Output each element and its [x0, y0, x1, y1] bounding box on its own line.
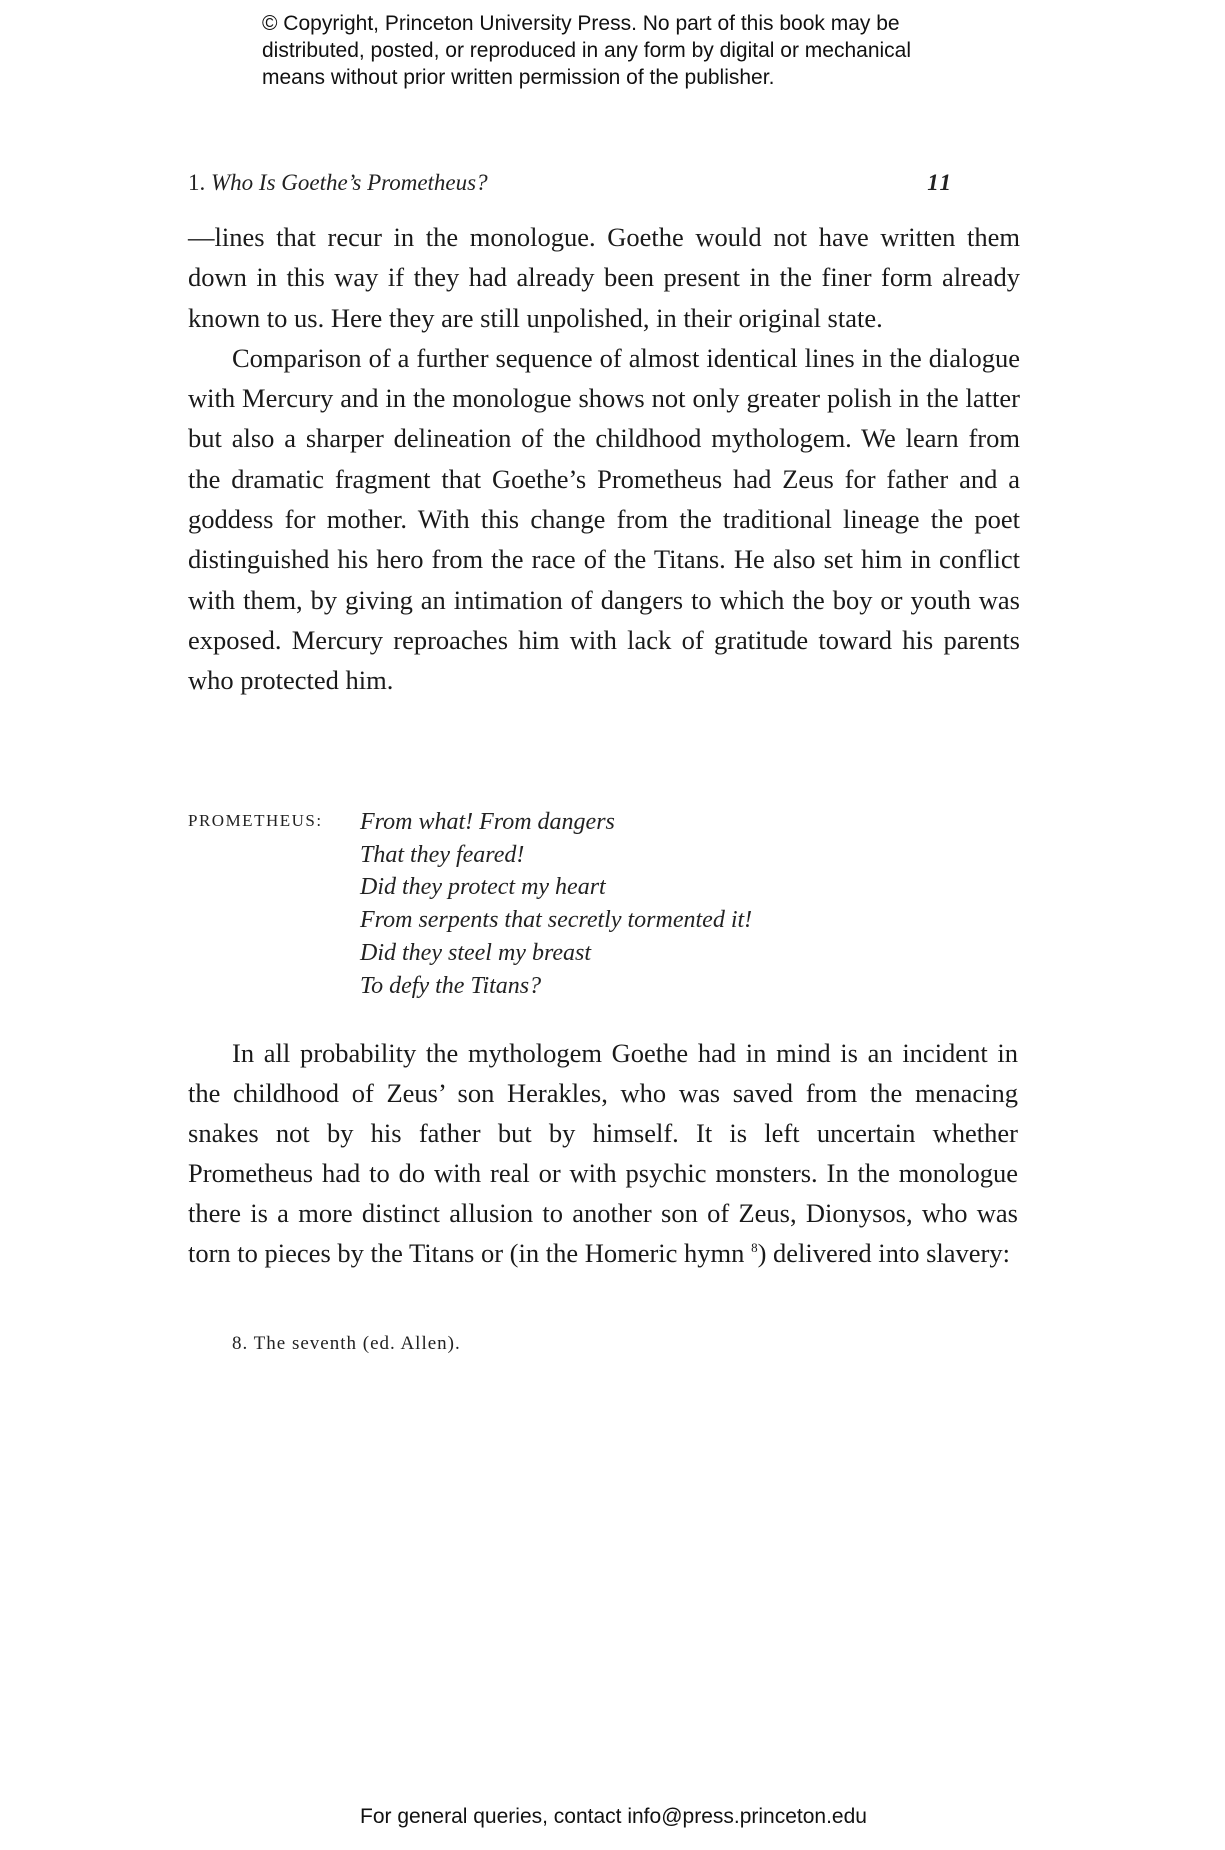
footnote-reference: 8	[751, 1240, 758, 1255]
contact-text: For general queries, contact info@press.princeton.edu	[360, 1805, 867, 1828]
paragraph-text: In all probability the mythologem Goethe had in mind is an incident in the childhood of Zeus’ son Herakles, who was saved from the menacing snakes not by his father but by himself. It is left uncertain whether Prometheus had to do with real or with psychic monsters. In the monologue there is a more distinct allusion to another son of Zeus, Dionysos, who was torn to pieces by the Titans or (in the Homeric hymn	[188, 1038, 1018, 1268]
paragraph-mythologem	[188, 1033, 1018, 1273]
footnote	[232, 1333, 461, 1355]
verse-line: From serpents that secretly tormented it!	[360, 907, 753, 934]
contact-footer	[0, 1805, 1225, 1829]
verse-lines	[360, 806, 752, 1002]
paragraph-comparison: Comparison of a further sequence of almost identical lines in the dialogue with Mercury and in the monologue shows not only greater polish in the latter but also a sharper delineation of the childhood mythologem. We learn from the dramatic fragment that Goethe’s Prometheus had Zeus for father and a goddess for mother. With this change from the traditional lineage the poet distinguished his hero from the race of the Titans. He also set him in conflict with them, by giving an intimation of dangers to which the boy or youth was exposed. Mercury reproaches him with lack of gratitude toward his parents who protected him.	[188, 342, 1020, 696]
copyright-line-1: © Copyright, Princeton University Press. No part of this book may be	[262, 12, 900, 35]
speaker-label: PROMETHEUS:	[188, 811, 323, 830]
copyright-line-3: means without prior written permission of the publisher.	[262, 66, 775, 89]
verse-line: To defy the Titans?	[360, 972, 542, 999]
paragraph-continuation: —lines that recur in the monologue. Goethe would not have written them down in this way if they had already been present in the finer form already known to us. Here they are still unpolished, in their original state.	[188, 222, 1020, 333]
footnote-text: The seventh (ed. Allen).	[253, 1333, 461, 1354]
verse-line: That they feared!	[360, 841, 525, 868]
verse-line: From what! From dangers	[360, 809, 615, 835]
footnote-number: 8.	[232, 1333, 249, 1354]
copyright-notice	[262, 10, 982, 91]
verse-line: Did they steel my breast	[360, 939, 592, 966]
page-number: 11	[927, 170, 953, 195]
body-text-upper	[188, 217, 1020, 701]
copyright-line-2: distributed, posted, or reproduced in any form by digital or mechanical	[262, 39, 912, 62]
body-text-lower	[188, 1033, 1018, 1273]
verse-line: Did they protect my heart	[360, 874, 606, 901]
running-head	[188, 170, 953, 196]
chapter-title: Who Is Goethe’s Prometheus?	[211, 170, 488, 195]
chapter-number: 1.	[188, 170, 206, 195]
paragraph-text-end: ) delivered into slavery:	[757, 1238, 1010, 1268]
